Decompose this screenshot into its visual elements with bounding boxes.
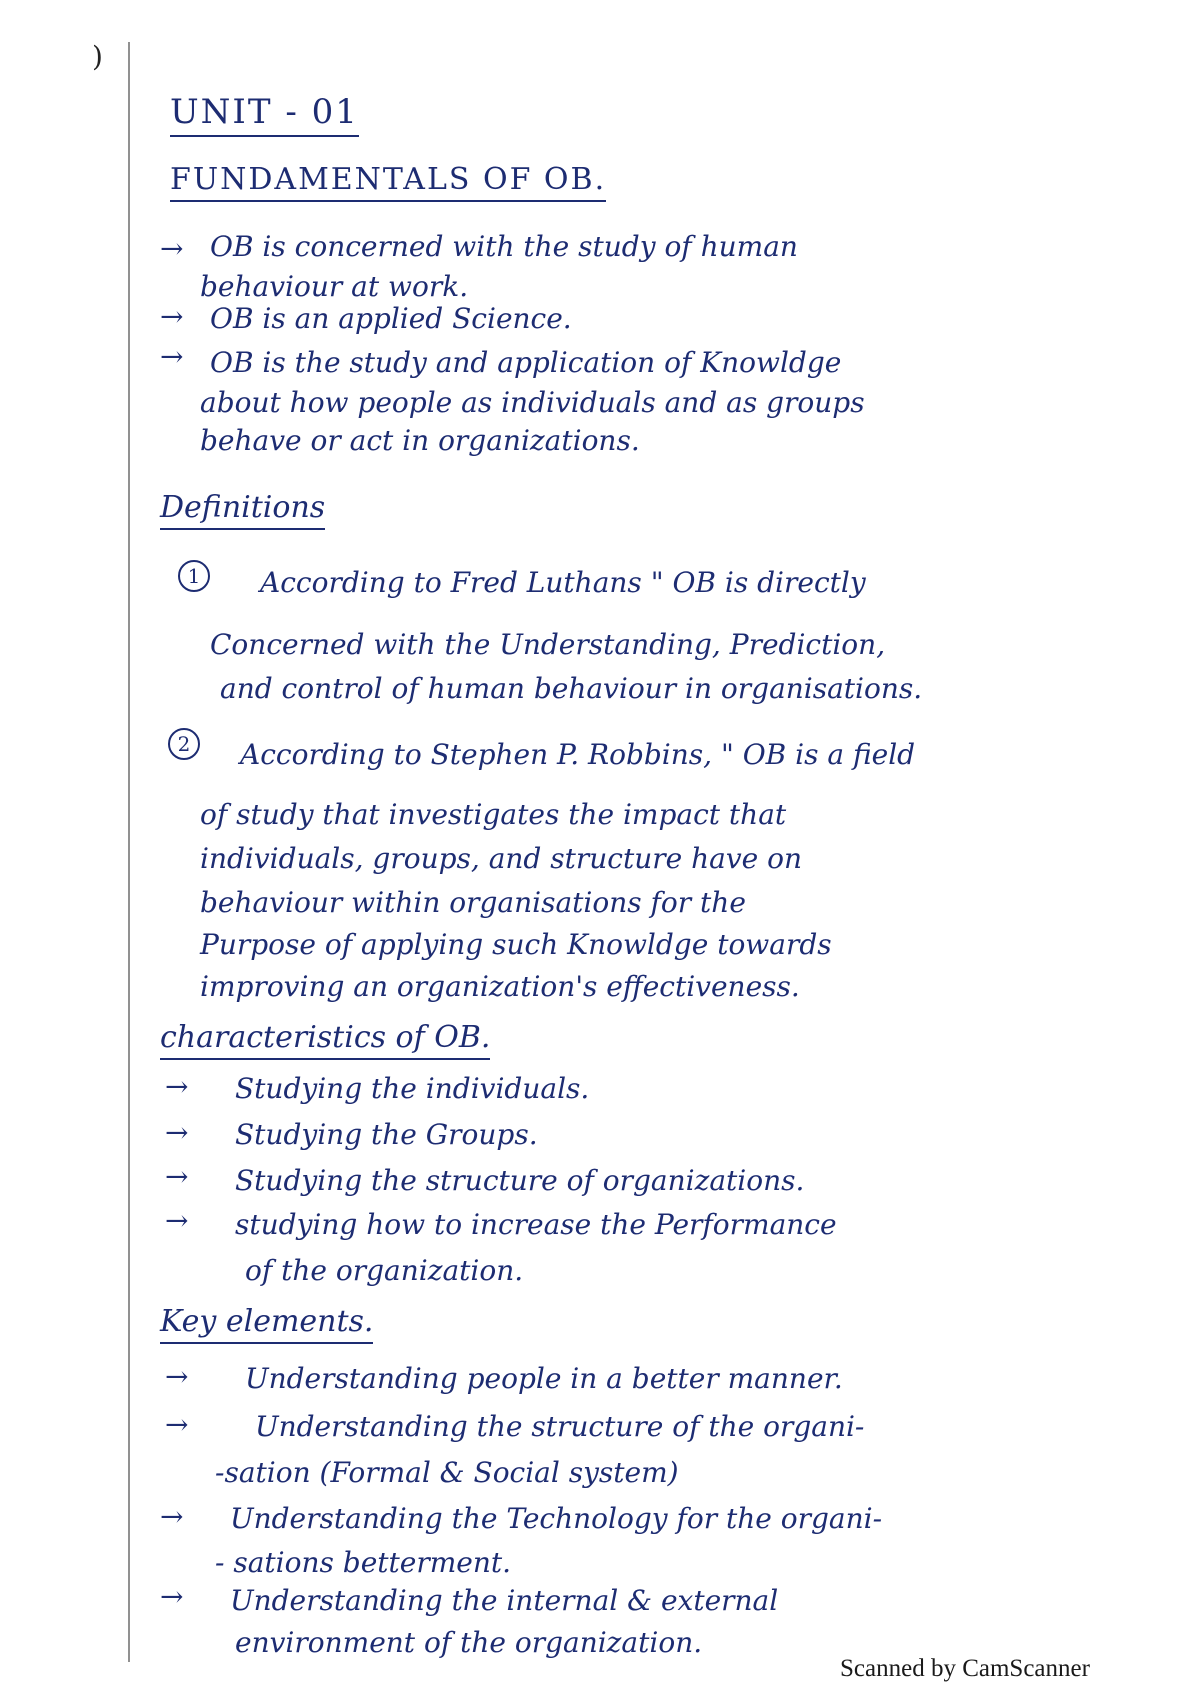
- key-element-1: Understanding people in a better manner.: [245, 1362, 843, 1395]
- key-element-2-line-2: -sation (Formal & Social system): [215, 1456, 679, 1489]
- unit-title: UNIT - 01: [170, 92, 359, 132]
- definition-2-line-6: improving an organization's effectiveness.: [200, 970, 800, 1003]
- key-element-3-line-2: - sations betterment.: [215, 1546, 512, 1579]
- characteristic-1: Studying the individuals.: [235, 1072, 590, 1105]
- arrow-icon: →: [160, 340, 184, 373]
- definition-2-line-4: behaviour within organisations for the: [200, 886, 746, 919]
- intro-1-line-2: behaviour at work.: [200, 270, 469, 303]
- definition-2-line-3: individuals, groups, and structure have on: [200, 842, 803, 875]
- scanner-watermark: Scanned by CamScanner: [840, 1655, 1090, 1682]
- characteristic-2: Studying the Groups.: [235, 1118, 538, 1151]
- arrow-icon: →: [165, 1204, 189, 1237]
- unit-subtitle: FUNDAMENTALS OF OB.: [170, 162, 606, 197]
- arrow-icon: →: [160, 1500, 184, 1533]
- key-element-2-line-1: Understanding the structure of the organi-: [255, 1410, 865, 1443]
- intro-2-line-1: OB is an applied Science.: [210, 302, 572, 335]
- intro-3-line-1: OB is the study and application of Knowldge: [210, 346, 842, 379]
- definition-1-line-3: and control of human behaviour in organisations.: [220, 672, 923, 705]
- characteristic-4-line-1: studying how to increase the Performance: [235, 1208, 837, 1241]
- definition-1-line-2: Concerned with the Understanding, Prediction,: [210, 628, 886, 661]
- definitions-heading: Definitions: [160, 490, 325, 525]
- definition-1-number: 1: [178, 560, 210, 592]
- definition-2-line-2: of study that investigates the impact that: [200, 798, 787, 831]
- arrow-icon: →: [165, 1116, 189, 1149]
- arrow-icon: →: [165, 1160, 189, 1193]
- definition-2-line-1: According to Stephen P. Robbins, " OB is a field: [240, 738, 916, 771]
- characteristic-4-line-2: of the organization.: [245, 1254, 524, 1287]
- arrow-icon: →: [160, 300, 184, 333]
- key-element-3-line-1: Understanding the Technology for the organi-: [230, 1502, 883, 1535]
- margin-rule: [128, 42, 130, 1662]
- characteristics-heading: characteristics of OB.: [160, 1020, 490, 1055]
- arrow-icon: →: [165, 1408, 189, 1441]
- margin-mark: ): [92, 40, 103, 73]
- intro-3-line-3: behave or act in organizations.: [200, 424, 640, 457]
- definition-2-line-5: Purpose of applying such Knowldge towards: [200, 928, 832, 961]
- key-element-4-line-2: environment of the organization.: [235, 1626, 703, 1659]
- definition-2-number: 2: [168, 728, 200, 760]
- arrow-icon: →: [165, 1360, 189, 1393]
- intro-1-line-1: OB is concerned with the study of human: [210, 230, 798, 263]
- key-element-4-line-1: Understanding the internal & external: [230, 1584, 779, 1617]
- intro-3-line-2: about how people as individuals and as groups: [200, 386, 865, 419]
- arrow-icon: →: [160, 1580, 184, 1613]
- key-elements-heading: Key elements.: [160, 1304, 373, 1339]
- definition-1-line-1: According to Fred Luthans " OB is directly: [260, 566, 866, 599]
- arrow-icon: →: [160, 232, 184, 265]
- characteristic-3: Studying the structure of organizations.: [235, 1164, 805, 1197]
- arrow-icon: →: [165, 1070, 189, 1103]
